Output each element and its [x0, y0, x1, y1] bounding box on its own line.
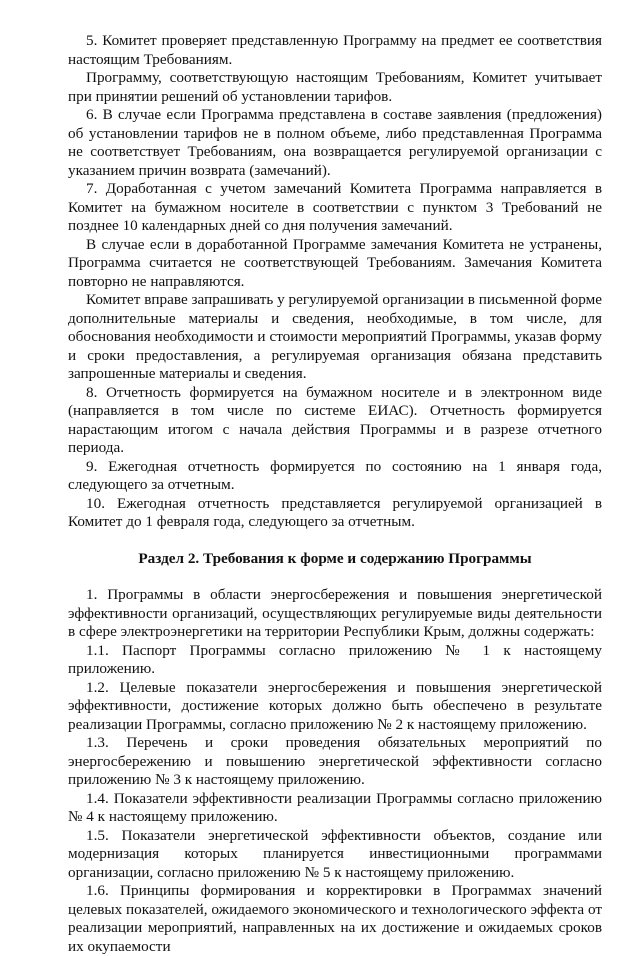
paragraph-not-fixed: В случае если в доработанной Программе замечания Комитета не устранены, Программа считается не соответствующей Требованиям. Замечания Комитета повторно не направляются.	[68, 235, 602, 290]
paragraph-item-6: 6. В случае если Программа представлена в составе заявления (предложения) об установлении тарифов не в полном объеме, либо представленная Программа не соответствует Требованиям, она возвращается регулируемой организации с указанием причин возврата (замечаний).	[68, 106, 602, 179]
paragraph-section2-item-1-1: 1.1. Паспорт Программы согласно приложению № 1 к настоящему приложению.	[68, 641, 602, 677]
paragraph-section2-item-1: 1. Программы в области энергосбережения и повышения энергетической эффективности организаций, осуществляющих регулируемые виды деятельности в сфере электроэнергетики на территории Республики Крым, должны содержать:	[68, 586, 602, 640]
paragraph-item-10: 10. Ежегодная отчетность представляется регулируемой организацией в Комитет до 1 февраля года, следующего за отчетным.	[68, 494, 602, 530]
paragraph-section2-item-1-5: 1.5. Показатели энергетической эффективности объектов, создание или модернизация которых планируется инвестиционными программами организации, согласно приложению № 5 к настоящему приложению.	[68, 826, 602, 881]
paragraph-item-8: 8. Отчетность формируется на бумажном носителе и в электронном виде (направляется в том числе по системе ЕИАС). Отчетность формируется нарастающим итогом с начала действия Программы и в разрезе отчетного периода.	[68, 383, 602, 456]
paragraph-section2-item-1-3: 1.3. Перечень и сроки проведения обязательных мероприятий по энергосбережению и повышению энергетической эффективности согласно приложению № 3 к настоящему приложению.	[68, 734, 602, 788]
paragraph-item-7: 7. Доработанная с учетом замечаний Комитета Программа направляется в Комитет на бумажном носителе в соответствии с пунктом 3 Требований не позднее 10 календарных дней со дня получения замечаний.	[68, 180, 602, 234]
paragraph-item-9: 9. Ежегодная отчетность формируется по состоянию на 1 января года, следующего за отчетным.	[68, 457, 602, 493]
paragraph-section2-item-1-4: 1.4. Показатели эффективности реализации Программы согласно приложению № 4 к настоящему приложению.	[68, 789, 602, 825]
paragraph-section2-item-1-6: 1.6. Принципы формирования и корректировки в Программах значений целевых показателей, ожидаемого экономического и технологического эффекта от реализации мероприятий, направленных на их достижение и ожидаемых сроков их окупаемости	[68, 882, 602, 955]
paragraph-item-5: 5. Комитет проверяет представленную Программу на предмет ее соответствия настоящим Требованиям.	[68, 32, 602, 68]
paragraph-request-materials: Комитет вправе запрашивать у регулируемой организации в письменной форме дополнительные материалы и сведения, необходимые, в том числе, для обоснования необходимости и стоимости мероприятий Программы, указав форму и сроки предоставления, а регулируемая организация обязана представить запрошенные материалы и сведения.	[68, 291, 602, 382]
document-page	[68, 32, 602, 956]
section-heading: Раздел 2. Требования к форме и содержанию Программы	[138, 549, 532, 567]
paragraph-section2-item-1-2: 1.2. Целевые показатели энергосбережения и повышения энергетической эффективности, достижение которых должно быть обеспечено в результате реализации Программы, согласно приложению № 2 к настоящему приложению.	[68, 678, 602, 733]
paragraph-compliance: Программу, соответствующую настоящим Требованиям, Комитет учитывает при принятии решений об установлении тарифов.	[68, 69, 602, 105]
